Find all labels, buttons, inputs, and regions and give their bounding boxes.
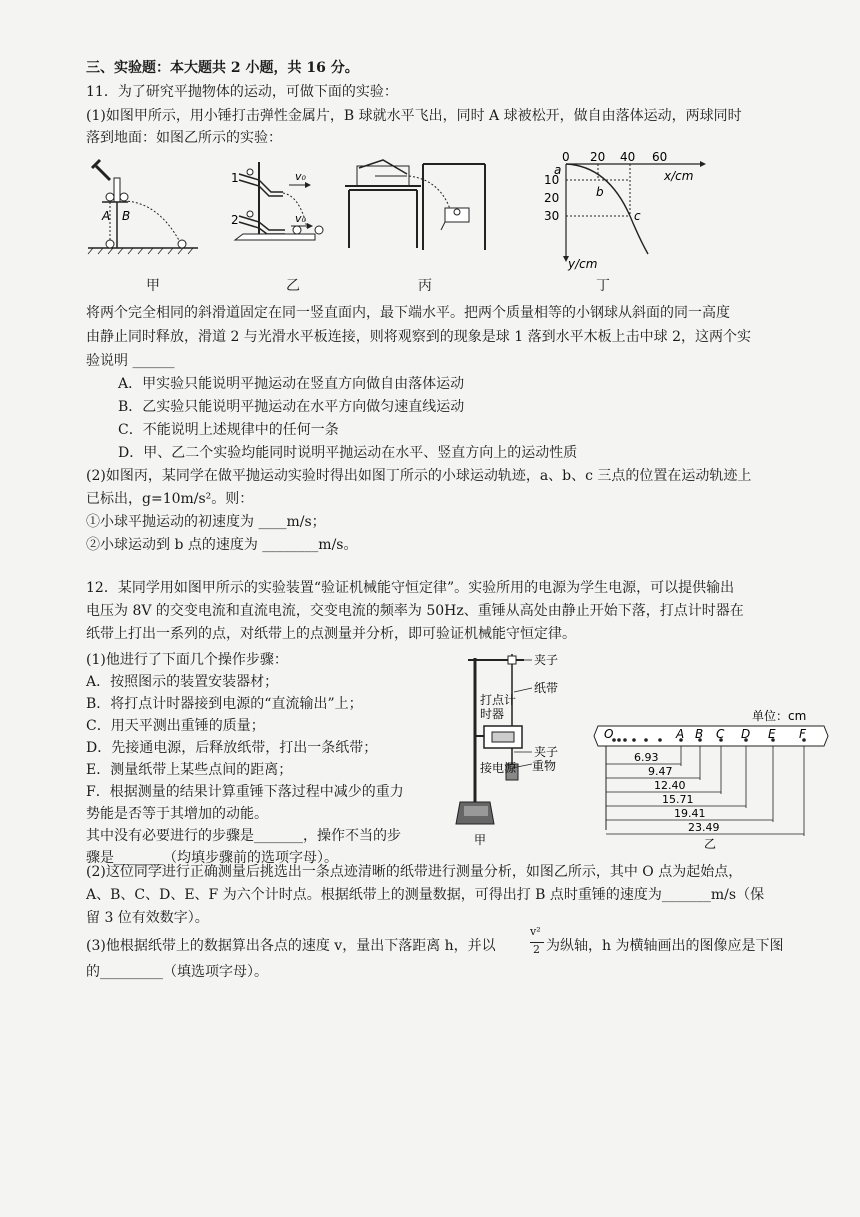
jia-label-b: B bbox=[122, 209, 131, 223]
q12-step-d: D．先接通电源，后释放纸带，打出一条纸带； bbox=[86, 740, 378, 756]
q12-step-f1: F．根据测量的结果计算重锤下落过程中减少的重力 bbox=[86, 784, 404, 800]
q11-p1b: 落到地面：如图乙所示的实验： bbox=[86, 130, 282, 146]
section-heading: 三、实验题：本大题共 2 小题，共 16 分。 bbox=[86, 60, 359, 76]
fig-caption-ding: 丁 bbox=[596, 278, 610, 294]
graph-point-a: a bbox=[554, 163, 562, 177]
tape-dist-oa: 6.93 bbox=[634, 751, 659, 764]
yi-v0-bottom: v₀ bbox=[295, 212, 306, 225]
apparatus-clip-top: 夹子 bbox=[534, 653, 559, 667]
q11-p2c: 验说明 ______ bbox=[86, 353, 175, 369]
apparatus-weight: 重物 bbox=[532, 759, 557, 773]
figure-ding-graph bbox=[544, 150, 708, 271]
apparatus-caption: 甲 bbox=[474, 833, 487, 847]
graph-x-label: x/cm bbox=[664, 169, 694, 183]
tape-point-d: D bbox=[741, 727, 751, 741]
apparatus-clip-bottom: 夹子 bbox=[534, 745, 559, 759]
q12-step-b: B．将打点计时器接到电源的“直流输出”上； bbox=[86, 696, 363, 712]
graph-y-tick-20: 20 bbox=[544, 191, 560, 205]
tape-point-b: B bbox=[695, 727, 704, 741]
q11-option-b: B．乙实验只能说明平抛运动在水平方向做匀速直线运动 bbox=[118, 399, 465, 415]
tape-point-o: O bbox=[604, 727, 614, 741]
q12-p2c: 留 3 位有效数字）。 bbox=[86, 910, 209, 926]
q11-p3a: (2)如图丙，某同学在做平抛运动实验时得出如图丁所示的小球运动轨迹，a、b、c 三点的位置在运动轨迹上 bbox=[86, 468, 752, 484]
yi-v0-top: v₀ bbox=[295, 170, 306, 183]
graph-y-tick-10: 10 bbox=[544, 173, 560, 187]
q11-sub2: ②小球运动到 b 点的速度为 ________m/s。 bbox=[86, 537, 358, 553]
graph-x-tick-20: 20 bbox=[590, 150, 606, 164]
q12-p1a: 12．某同学用如图甲所示的实验装置“验证机械能守恒定律”。实验所用的电源为学生电源，可以提供输出 bbox=[86, 580, 735, 596]
q11-option-d: D．甲、乙二个实验均能同时说明平抛运动在水平、竖直方向上的运动性质 bbox=[118, 445, 578, 461]
fig-caption-yi: 乙 bbox=[286, 278, 300, 294]
q12-steps-intro: (1)他进行了下面几个操作步骤： bbox=[86, 652, 288, 668]
yi-label-1: 1 bbox=[231, 171, 239, 185]
graph-x-tick-60: 60 bbox=[652, 150, 668, 164]
fig-caption-bing: 丙 bbox=[418, 278, 432, 294]
graph-y-label: y/cm bbox=[568, 257, 598, 271]
apparatus-timer-line2: 时器 bbox=[480, 707, 505, 721]
fraction-numerator: v² bbox=[530, 925, 541, 938]
apparatus-power: 接电源 bbox=[480, 761, 517, 775]
q12-p1c: 纸带上打出一系列的点，对纸带上的点测量并分析，即可验证机械能守恒定律。 bbox=[86, 626, 576, 642]
tape-point-c: C bbox=[716, 727, 725, 741]
figure-tape bbox=[592, 706, 832, 850]
tape-point-e: E bbox=[768, 727, 776, 741]
tape-dist-of: 23.49 bbox=[688, 821, 720, 834]
tape-dist-oc: 12.40 bbox=[654, 779, 686, 792]
fraction-denominator: 2 bbox=[533, 943, 540, 956]
tape-dist-ob: 9.47 bbox=[648, 765, 673, 778]
figure-bing bbox=[345, 150, 495, 255]
jia-label-a: A bbox=[102, 209, 111, 223]
apparatus-timer-line1: 打点计 bbox=[480, 693, 517, 707]
q12-p1b: 电压为 8V 的交变电流和直流电流，交变电流的频率为 50Hz、重锤从高处由静止开始下落，打点计时器在 bbox=[86, 603, 744, 619]
graph-origin: 0 bbox=[562, 150, 570, 164]
apparatus-tape: 纸带 bbox=[534, 681, 559, 695]
q12-p3b: 为纵轴，h 为横轴画出的图像应是下图 bbox=[546, 938, 784, 954]
q12-step-f2: 势能是否等于其增加的动能。 bbox=[86, 806, 268, 822]
q12-p3c: 的_________（填选项字母）。 bbox=[86, 964, 268, 980]
tape-dist-od: 15.71 bbox=[662, 793, 694, 806]
q11-option-c: C．不能说明上述规律中的任何一条 bbox=[118, 422, 339, 438]
q11-option-a: A．甲实验只能说明平抛运动在竖直方向做自由落体运动 bbox=[118, 376, 465, 392]
q12-step-a: A．按照图示的装置安装器材； bbox=[86, 674, 279, 690]
graph-y-tick-30: 30 bbox=[544, 209, 560, 223]
q11-p3b: 已标出，g=10m/s²。则： bbox=[86, 491, 254, 507]
q11-p2b: 由静止同时释放，滑道 2 与光滑水平板连接，则将观察到的现象是球 1 落到水平木板上击中球 2，这两个实 bbox=[86, 329, 751, 345]
q11-sub1: ①小球平抛运动的初速度为 ____m/s； bbox=[86, 514, 326, 530]
q12-p2b: A、B、C、D、E、F 为六个计时点。根据纸带上的测量数据，可得出打 B 点时重锤的速度为_______m/s（保 bbox=[86, 887, 765, 903]
graph-point-b: b bbox=[596, 185, 604, 199]
q11-p2a: 将两个完全相同的斜滑道固定在同一竖直面内，最下端水平。把两个质量相等的小钢球从斜面的同一高度 bbox=[86, 305, 730, 321]
tape-caption: 乙 bbox=[704, 837, 717, 851]
q12-steps-question2: 骤是_______（均填步骤前的选项字母）。 bbox=[86, 850, 338, 866]
figure-apparatus bbox=[440, 652, 590, 848]
tape-point-f: F bbox=[799, 727, 806, 741]
figure-yi bbox=[225, 160, 345, 255]
tape-unit: 单位：cm bbox=[752, 709, 807, 723]
q12-steps-question1: 其中没有必要进行的步骤是_______，操作不当的步 bbox=[86, 828, 401, 844]
tape-point-a: A bbox=[676, 727, 685, 741]
q12-p2a: (2)这位同学进行正确测量后挑选出一条点迹清晰的纸带进行测量分析，如图乙所示，其中 O 点为起始点， bbox=[86, 864, 743, 880]
graph-point-c: c bbox=[634, 209, 641, 223]
q12-step-c: C．用天平测出重锤的质量； bbox=[86, 718, 265, 734]
q12-p3a: (3)他根据纸带上的数据算出各点的速度 v，量出下落距离 h，并以 bbox=[86, 938, 496, 954]
tape-dist-oe: 19.41 bbox=[674, 807, 706, 820]
q12-step-e: E．测量纸带上某些点间的距离； bbox=[86, 762, 293, 778]
figure-jia bbox=[88, 160, 203, 255]
fig-caption-jia: 甲 bbox=[146, 278, 160, 294]
q11-title: 11．为了研究平抛物体的运动，可做下面的实验： bbox=[86, 84, 398, 100]
yi-label-2: 2 bbox=[231, 213, 239, 227]
q11-p1a: (1)如图甲所示，用小锤打击弹性金属片，B 球就水平飞出，同时 A 球被松开，做自由落体运动，两球同时 bbox=[86, 108, 742, 124]
graph-x-tick-40: 40 bbox=[620, 150, 636, 164]
